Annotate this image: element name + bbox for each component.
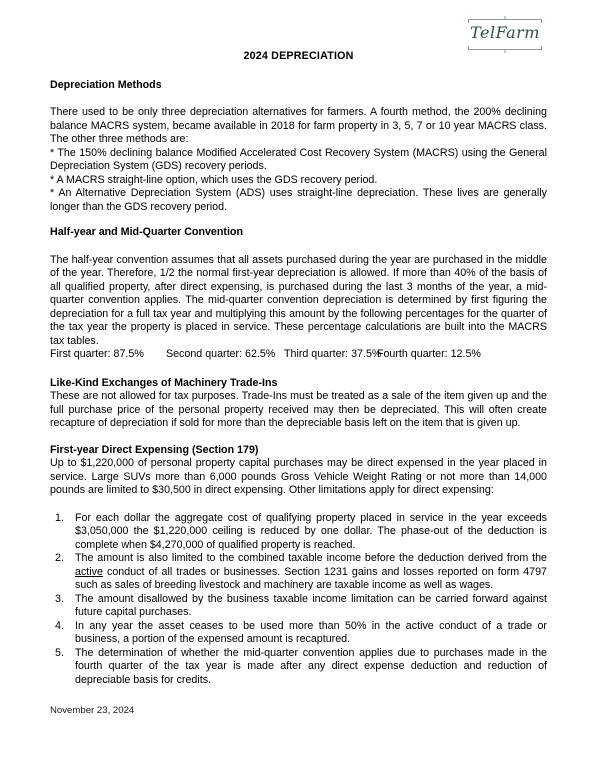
underlined-word: active bbox=[75, 565, 103, 578]
list-item-number: 3. bbox=[55, 592, 64, 605]
para-methods-intro: There used to be only three depreciation alternatives for farmers. A fourth method, the 200% declining balance MACRS system, became available in 2018 for farm property in 3, 5, 7 or 10 year MACRS class. The other three methods are: bbox=[50, 106, 547, 145]
list-item-text bbox=[75, 552, 547, 593]
quarter-third: Third quarter: 37.5% bbox=[283, 348, 382, 360]
quarter-second: Second quarter: 62.5% bbox=[165, 348, 276, 360]
footer-date: November 23, 2024 bbox=[50, 705, 135, 716]
list-item-text: The determination of whether the mid-quarter convention applies due to purchases made in the fourth quarter of the tax year is made after any direct expense deduction and reduction of depreciable basis for credits. bbox=[75, 646, 547, 686]
quarter-percentages-line bbox=[50, 348, 547, 362]
list-item-number: 1. bbox=[55, 511, 64, 524]
list-item bbox=[55, 647, 547, 688]
list-item bbox=[55, 512, 547, 553]
heading-depreciation-methods: Depreciation Methods bbox=[50, 78, 162, 91]
page-title: 2024 DEPRECIATION bbox=[243, 50, 354, 62]
heading-half-year-convention: Half-year and Mid-Quarter Convention bbox=[50, 226, 243, 238]
para-expensing-intro: Up to $1,220,000 of personal property capital purchases may be direct expensed in the year placed in service. Large SUVs more than 6,000 pounds Gross Vehicle Weight Rating or not more than 14,000 pounds are limited to $30,500 in direct expensing. Other limitations apply for direct expensing: bbox=[50, 457, 547, 496]
document-content bbox=[50, 50, 547, 687]
heading-like-kind-exchanges: Like-Kind Exchanges of Machinery Trade-Ins bbox=[50, 376, 278, 389]
list-item-number: 5. bbox=[55, 646, 64, 659]
list-item bbox=[55, 620, 547, 647]
bullet-150-declining: * The 150% declining balance Modified Accelerated Cost Recovery System (MACRS) using the General Depreciation System (GDS) recovery periods. bbox=[50, 146, 547, 172]
list-item-text-segment: The amount is also limited to the combined taxable income before the deduction derived from the bbox=[75, 552, 547, 564]
expensing-limitations-list bbox=[55, 512, 547, 688]
para-convention-body: The half-year convention assumes that all assets purchased during the year are purchased in the middle of the year. Therefore, 1/2 the normal first-year depreciation is allowed. If more than 40% of the basis of all qualified property, after direct expensing, is purchased during the last 3 months of the year, a mid-quarter convention applies. The mid-quarter convention depreciation is determined by first figuring the depreciation for a full tax year and multiplying this amount by the following percentages for the quarter of the tax year the property is placed in service. These percentage calculations are built into the MACRS tax tables. bbox=[50, 253, 547, 347]
heading-direct-expensing: First-year Direct Expensing (Section 179) bbox=[50, 443, 259, 456]
list-item-number: 4. bbox=[55, 619, 64, 632]
para-like-kind-body: These are not allowed for tax purposes. Trade-Ins must be treated as a sale of the item given up and the full purchase price of the personal property received may then be depreciated. This will often create recapture of depreciation if sold for more than the depreciable basis left on the item that is given up. bbox=[50, 390, 547, 429]
logo-text: TelFarm bbox=[470, 23, 540, 42]
list-item-text: In any year the asset ceases to be used more than 50% in the active conduct of a trade or business, a portion of the expensed amount is recaptured. bbox=[75, 619, 547, 645]
quarter-first: First quarter: 87.5% bbox=[50, 348, 144, 360]
telfarm-logo bbox=[466, 13, 544, 55]
bullet-straight-line: * A MACRS straight-line option, which uses the GDS recovery period. bbox=[50, 173, 378, 186]
list-item bbox=[55, 552, 547, 593]
list-item-text: For each dollar the aggregate cost of qualifying property placed in service in the year exceeds $3,050,000 the $1,220,000 ceiling is reduced by one dollar. The phase-out of the deduction is complete when $4,270,000 of qualified property is reached. bbox=[75, 511, 547, 551]
list-item-text-segment: conduct of all trades or businesses. Section 1231 gains and losses reported on form 4797 such as sales of breeding livestock and machinery are taxable income as well as wages. bbox=[75, 565, 547, 591]
bullet-ads: * An Alternative Depreciation System (ADS) uses straight-line depreciation. These lives are generally longer than the GDS recovery period. bbox=[50, 187, 547, 213]
list-item-text: The amount disallowed by the business taxable income limitation can be carried forward against future capital purchases. bbox=[75, 592, 547, 618]
quarter-fourth: Fourth quarter: 12.5% bbox=[376, 348, 481, 360]
list-item bbox=[55, 593, 547, 620]
list-item-number: 2. bbox=[55, 552, 64, 564]
